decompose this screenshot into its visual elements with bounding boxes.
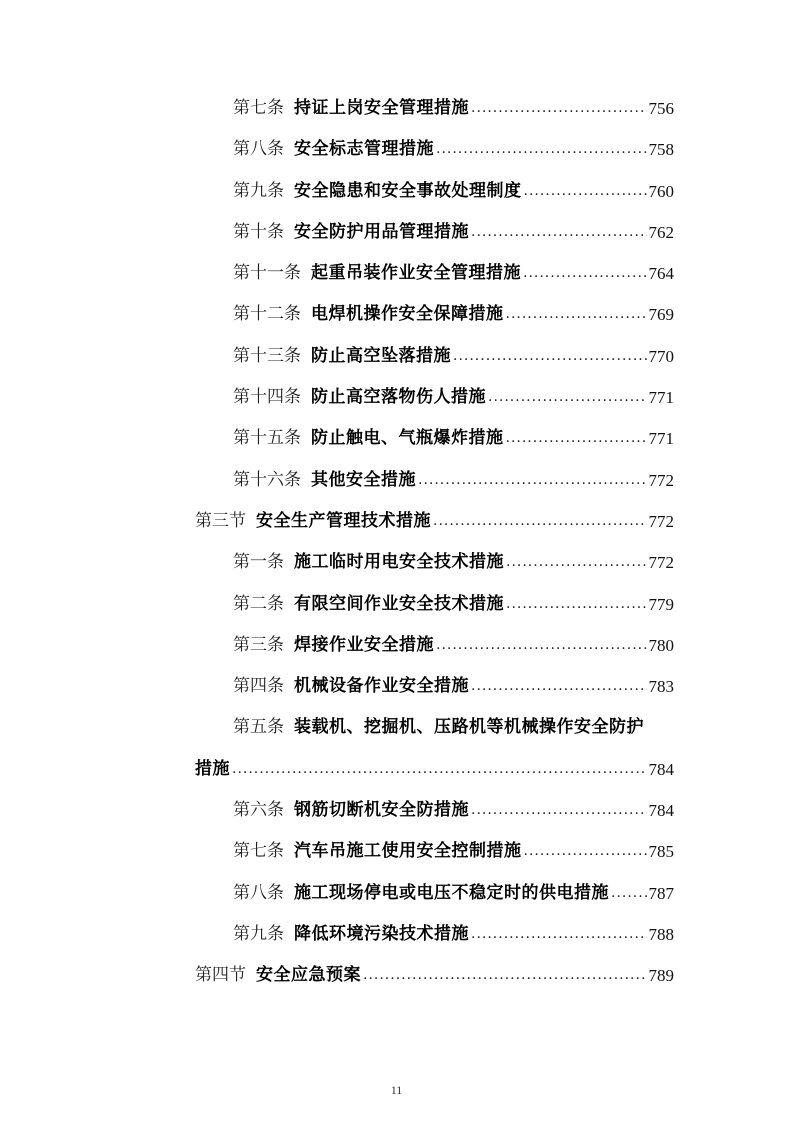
toc-entry-page: 787 <box>648 883 674 903</box>
toc-entry[interactable] <box>0 212 793 253</box>
toc-entry-title: 持证上岗安全管理措施 <box>294 98 469 118</box>
toc-entry-prefix: 第十一条 <box>233 263 301 284</box>
toc-entry[interactable] <box>0 336 793 377</box>
toc-entry-page: 760 <box>648 181 674 201</box>
toc-entry[interactable] <box>0 377 793 418</box>
toc-entry-title: 防止高空坠落措施 <box>311 345 451 366</box>
toc-entry[interactable] <box>0 460 793 501</box>
dot-leader <box>471 88 647 129</box>
dot-leader <box>471 914 647 955</box>
toc-entry-page: 770 <box>648 346 674 366</box>
toc-entry-page: 783 <box>648 677 674 697</box>
toc-entry[interactable] <box>0 625 793 666</box>
toc-entry-prefix: 第八条 <box>233 139 284 160</box>
toc-entry-page: 784 <box>648 801 674 821</box>
toc-entry-wrapped-first-line[interactable] <box>0 707 793 748</box>
toc-entry[interactable] <box>0 831 793 872</box>
toc-entry-page: 769 <box>648 305 674 325</box>
toc-entry-prefix: 第四条 <box>233 676 284 697</box>
dot-leader <box>506 294 647 335</box>
dot-leader <box>418 460 647 501</box>
toc-entry[interactable] <box>0 914 793 955</box>
dot-leader <box>506 418 647 459</box>
toc-entry-wrapped-continuation[interactable] <box>0 749 793 790</box>
toc-entry-title: 防止高空落物伤人措施 <box>311 387 486 408</box>
toc-entry-prefix: 第十二条 <box>233 304 301 325</box>
toc-entry-prefix: 第七条 <box>233 98 284 118</box>
dot-leader <box>433 501 647 542</box>
toc-entry-page: 764 <box>648 264 674 284</box>
dot-leader <box>488 377 647 418</box>
toc-entry[interactable] <box>0 873 793 914</box>
toc-entry-prefix: 第九条 <box>233 180 284 201</box>
toc-entry-prefix: 第十六条 <box>233 469 301 490</box>
toc-entry-title: 机械设备作业安全措施 <box>294 676 469 697</box>
toc-entry-prefix: 第八条 <box>233 882 284 903</box>
toc-entry[interactable] <box>0 253 793 294</box>
dot-leader <box>471 790 647 831</box>
toc-entry-page: 762 <box>648 222 674 242</box>
toc-entry-prefix: 第六条 <box>233 800 284 821</box>
toc-entry-title: 有限空间作业安全技术措施 <box>294 593 504 614</box>
toc-entry-prefix: 第三条 <box>233 634 284 655</box>
toc-entry-title: 钢筋切断机安全防措施 <box>294 800 469 821</box>
toc-entry-prefix: 第三节 <box>195 510 246 531</box>
toc-entry-page: 756 <box>648 99 674 118</box>
toc-entry-title: 装载机、挖掘机、压路机等机械操作安全防护 <box>294 717 644 738</box>
dot-leader <box>471 666 647 707</box>
dot-leader <box>436 129 647 170</box>
toc-entry-page: 772 <box>648 470 674 490</box>
dot-leader <box>611 873 647 914</box>
table-of-contents <box>0 88 793 997</box>
toc-entry-page: 779 <box>648 594 674 614</box>
toc-entry-title: 防止触电、气瓶爆炸措施 <box>311 428 504 449</box>
toc-entry-prefix: 第一条 <box>233 552 284 573</box>
toc-entry-title: 汽车吊施工使用安全控制措施 <box>294 841 522 862</box>
toc-entry-prefix: 第四节 <box>195 965 246 986</box>
toc-entry-title: 安全生产管理技术措施 <box>256 510 431 531</box>
toc-entry-title: 其他安全措施 <box>311 469 416 490</box>
toc-entry-page: 771 <box>648 429 674 449</box>
toc-entry-page: 758 <box>648 140 674 160</box>
toc-section-entry[interactable] <box>0 501 793 542</box>
dot-leader <box>232 749 647 790</box>
toc-entry[interactable] <box>0 88 793 129</box>
toc-entry[interactable] <box>0 171 793 212</box>
toc-entry-page: 784 <box>648 759 674 779</box>
toc-entry-page: 772 <box>648 511 674 531</box>
page-number: 11 <box>390 1083 403 1097</box>
toc-entry-prefix: 第五条 <box>233 717 284 738</box>
toc-entry[interactable] <box>0 542 793 583</box>
toc-entry-title: 措施 <box>195 758 230 779</box>
toc-entry[interactable] <box>0 666 793 707</box>
dot-leader <box>506 584 647 625</box>
toc-entry-prefix: 第十条 <box>233 221 284 242</box>
toc-entry[interactable] <box>0 294 793 335</box>
toc-entry[interactable] <box>0 790 793 831</box>
toc-entry-page: 772 <box>648 553 674 573</box>
dot-leader <box>453 336 647 377</box>
toc-entry-title: 电焊机操作安全保障措施 <box>311 304 504 325</box>
toc-entry-prefix: 第十三条 <box>233 345 301 366</box>
toc-section-entry[interactable] <box>0 955 793 996</box>
toc-entry-prefix: 第十四条 <box>233 387 301 408</box>
dot-leader <box>524 171 647 212</box>
toc-entry-title: 安全隐患和安全事故处理制度 <box>294 180 522 201</box>
toc-entry-title: 起重吊装作业安全管理措施 <box>311 263 521 284</box>
toc-entry[interactable] <box>0 129 793 170</box>
toc-entry-page: 788 <box>648 924 674 944</box>
dot-leader <box>471 212 647 253</box>
toc-entry-prefix: 第九条 <box>233 923 284 944</box>
dot-leader <box>363 955 647 996</box>
toc-entry-page: 785 <box>648 842 674 862</box>
dot-leader <box>436 625 647 666</box>
toc-entry-page: 771 <box>648 388 674 408</box>
toc-entry-title: 焊接作业安全措施 <box>294 634 434 655</box>
toc-entry-title: 降低环境污染技术措施 <box>294 923 469 944</box>
toc-entry-title: 安全防护用品管理措施 <box>294 221 469 242</box>
toc-entry-page: 789 <box>648 966 674 986</box>
dot-leader <box>524 831 647 872</box>
toc-entry-prefix: 第七条 <box>233 841 284 862</box>
toc-entry-title: 施工临时用电安全技术措施 <box>294 552 504 573</box>
toc-entry-page: 780 <box>648 635 674 655</box>
toc-entry-title: 施工现场停电或电压不稳定时的供电措施 <box>294 882 609 903</box>
dot-leader <box>506 542 647 583</box>
toc-entry[interactable] <box>0 584 793 625</box>
dot-leader <box>523 253 647 294</box>
toc-entry-prefix: 第十五条 <box>233 428 301 449</box>
toc-entry-title: 安全标志管理措施 <box>294 139 434 160</box>
toc-entry[interactable] <box>0 418 793 459</box>
toc-entry-title: 安全应急预案 <box>256 965 361 986</box>
toc-entry-prefix: 第二条 <box>233 593 284 614</box>
